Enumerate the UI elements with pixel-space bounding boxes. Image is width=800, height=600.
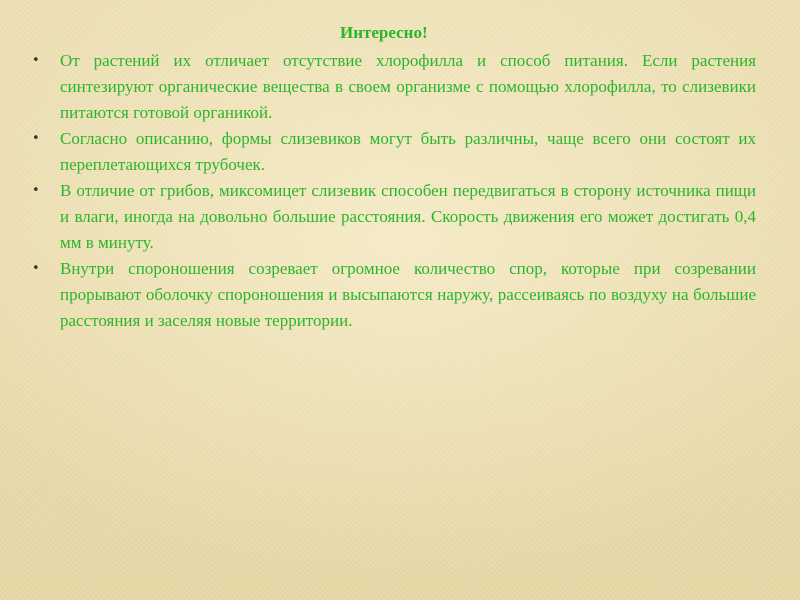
list-item-text: В отличие от грибов, миксомицет слизевик способен передвигаться в сторону источника пищи и влаги, иногда на довольно большие расстояния. Скорость движения его может достигать 0,4 мм в минуту. [60, 181, 756, 252]
list-item [32, 178, 756, 256]
list-item-text: Согласно описанию, формы слизевиков могут быть различны, чаще всего они состоят их переплетающихся трубочек. [60, 129, 756, 174]
list-item [32, 126, 756, 178]
slide-content [32, 20, 756, 334]
list-item [32, 48, 756, 126]
list-item-text: Внутри спороношения созревает огромное количество спор, которые при созревании прорывают оболочку спороношения и высыпаются наружу, рассеиваясь по воздуху на большие расстояния и заселяя новые территории. [60, 259, 756, 330]
list-item [32, 256, 756, 334]
bullet-icon: • [32, 53, 40, 68]
bullet-icon: • [32, 131, 40, 146]
facts-list [32, 48, 756, 334]
bullet-icon: • [32, 261, 40, 276]
list-item-text: От растений их отличает отсутствие хлорофилла и способ питания. Если растения синтезируют органические вещества в своем организме с помощью хлорофилла, то слизевики питаются готовой органикой. [60, 51, 756, 122]
slide-heading: Интересно! [340, 23, 428, 42]
bullet-icon: • [32, 183, 40, 198]
